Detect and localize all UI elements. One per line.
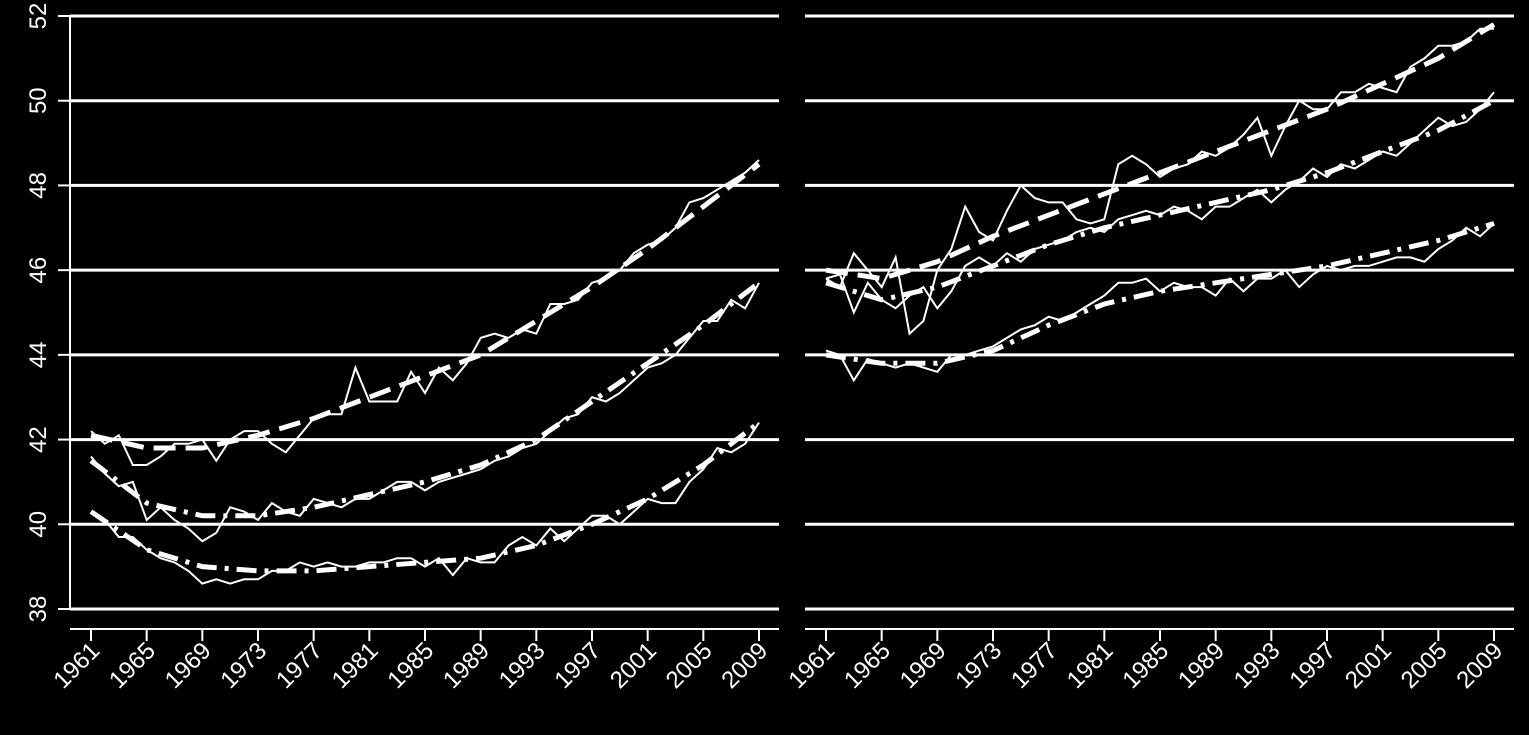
x-tick-label: 1997	[1284, 637, 1342, 694]
x-tick-label: 1969	[894, 637, 952, 694]
series-observed-line	[91, 160, 759, 465]
x-tick-label: 2001	[605, 637, 662, 694]
x-tick-label: 1981	[326, 637, 384, 694]
x-tick-label: 1993	[493, 637, 551, 694]
y-tick-label: 48	[25, 172, 52, 199]
x-tick-label: 1977	[1006, 637, 1063, 694]
y-tick-label: 38	[25, 595, 52, 623]
series-trend-line	[91, 164, 759, 448]
y-tick-label: 40	[25, 510, 52, 538]
x-tick-label: 1961	[48, 637, 106, 694]
x-tick-label: 1989	[1173, 637, 1230, 694]
series-trend-line	[826, 224, 1494, 364]
y-axis	[25, 3, 70, 623]
series-observed-line	[826, 92, 1494, 312]
y-tick-label: 50	[25, 87, 52, 115]
y-tick-label: 42	[25, 426, 52, 453]
x-tick-label: 1961	[783, 637, 841, 694]
series-observed-line	[826, 224, 1494, 381]
x-tick-label: 2005	[1395, 637, 1453, 694]
x-tick-label: 1965	[839, 637, 896, 694]
y-tick-label: 52	[25, 2, 52, 30]
x-tick-label: 1993	[1228, 637, 1286, 694]
y-tick-label: 44	[25, 341, 52, 369]
series-trend-line	[826, 25, 1494, 279]
x-tick-label: 1985	[382, 637, 440, 694]
y-tick-label: 46	[25, 256, 52, 284]
x-tick-label: 2005	[660, 637, 718, 694]
series-trend-line	[91, 423, 759, 571]
x-tick-label: 1989	[438, 637, 495, 694]
chart-panel-left	[48, 16, 779, 694]
series-trend-line	[91, 283, 759, 516]
x-tick-label: 2001	[1340, 637, 1397, 694]
x-tick-label: 1969	[159, 637, 217, 694]
x-tick-label: 1973	[950, 637, 1008, 694]
x-tick-label: 1985	[1117, 637, 1175, 694]
series-observed-line	[826, 29, 1494, 334]
x-tick-label: 1973	[215, 637, 273, 694]
chart-panel-right	[783, 16, 1514, 694]
x-tick-label: 2009	[1451, 637, 1509, 694]
x-tick-label: 1965	[104, 637, 161, 694]
x-tick-label: 1997	[549, 637, 607, 694]
x-tick-label: 2009	[716, 637, 774, 694]
x-tick-label: 1981	[1061, 637, 1119, 694]
x-tick-label: 1977	[271, 637, 328, 694]
